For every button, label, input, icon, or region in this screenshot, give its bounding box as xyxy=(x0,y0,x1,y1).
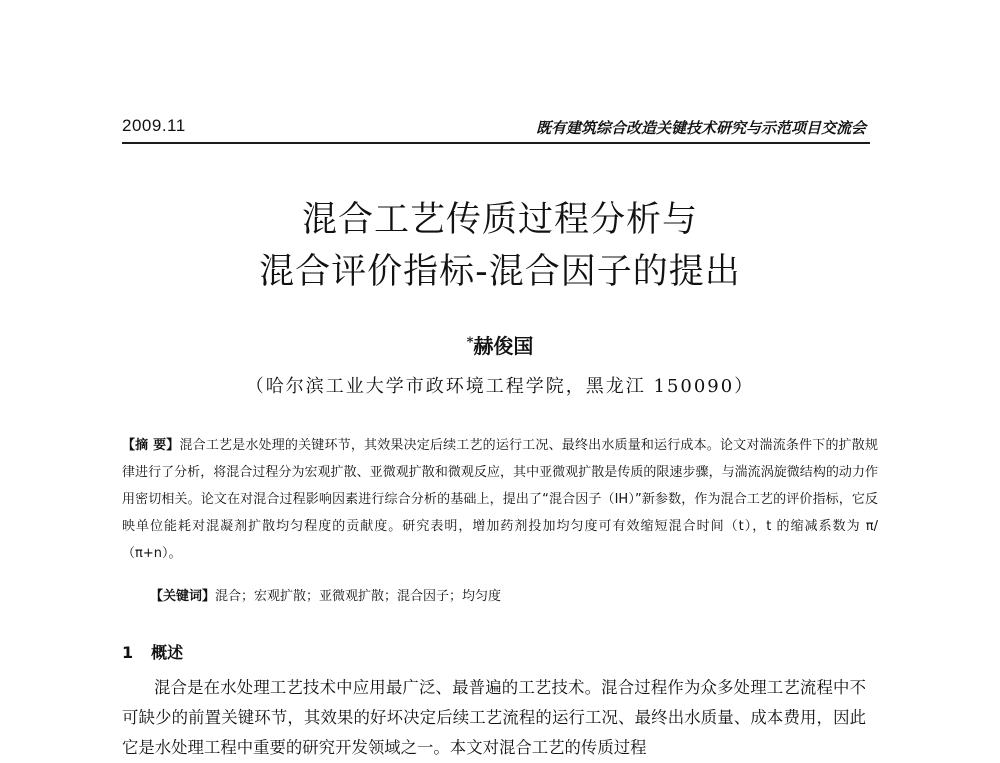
keywords-text: 混合；宏观扩散；亚微观扩散；混合因子；均匀度 xyxy=(215,589,502,604)
conference-name: 既有建筑综合改造关键技术研究与示范项目交流会 xyxy=(535,119,866,137)
abstract-text: 混合工艺是水处理的关键环节，其效果决定后续工艺的运行工况、最终出水质量和运行成本。论文对湍流条件下的扩散规律进行了分析，将混合过程分为宏观扩散、亚微观扩散和微观反应，其中亚微观扩散是传质的限速步骤，与湍流涡旋微结构的动力作用密切相关。论文在对混合过程影响因素进行综合分析的基础上，提出了“混合因子（IH）”新参数，作为混合工艺的评价指标，它反映单位能耗对混凝剂扩散均匀程度的贡献度。研究表明，增加药剂投加均匀度可有效缩短混合时间（t），t 的缩减系数为 π/（π+n）。 xyxy=(122,438,878,561)
keywords-label: 【关键词】 xyxy=(150,589,216,604)
author-name: 赫俊国 xyxy=(473,334,534,358)
body-paragraph: 混合是在水处理工艺技术中应用最广泛、最普遍的工艺技术。混合过程作为众多处理工艺流程中不可缺少的前置关键环节，其效果的好坏决定后续工艺流程的运行工况、最终出水质量、成本费用，因此它是水处理工程中重要的研究开发领域之一。本文对混合工艺的传质过程 xyxy=(122,678,866,757)
section-heading xyxy=(122,640,183,663)
author xyxy=(0,330,1000,359)
section-title: 概述 xyxy=(151,643,184,662)
paper-title-line-2: 混合评价指标-混合因子的提出 xyxy=(259,252,741,292)
section-number: 1 xyxy=(122,643,134,662)
paper-title-line-1: 混合工艺传质过程分析与 xyxy=(301,200,698,240)
abstract-label: 【摘 要】 xyxy=(122,438,180,453)
running-header xyxy=(122,114,870,144)
keywords xyxy=(150,585,878,609)
abstract xyxy=(122,432,878,567)
affiliation: （哈尔滨工业大学市政环境工程学院，黑龙江 150090） xyxy=(245,376,755,397)
issue-date: 2009.11 xyxy=(122,116,186,135)
author-mark: * xyxy=(466,335,474,350)
